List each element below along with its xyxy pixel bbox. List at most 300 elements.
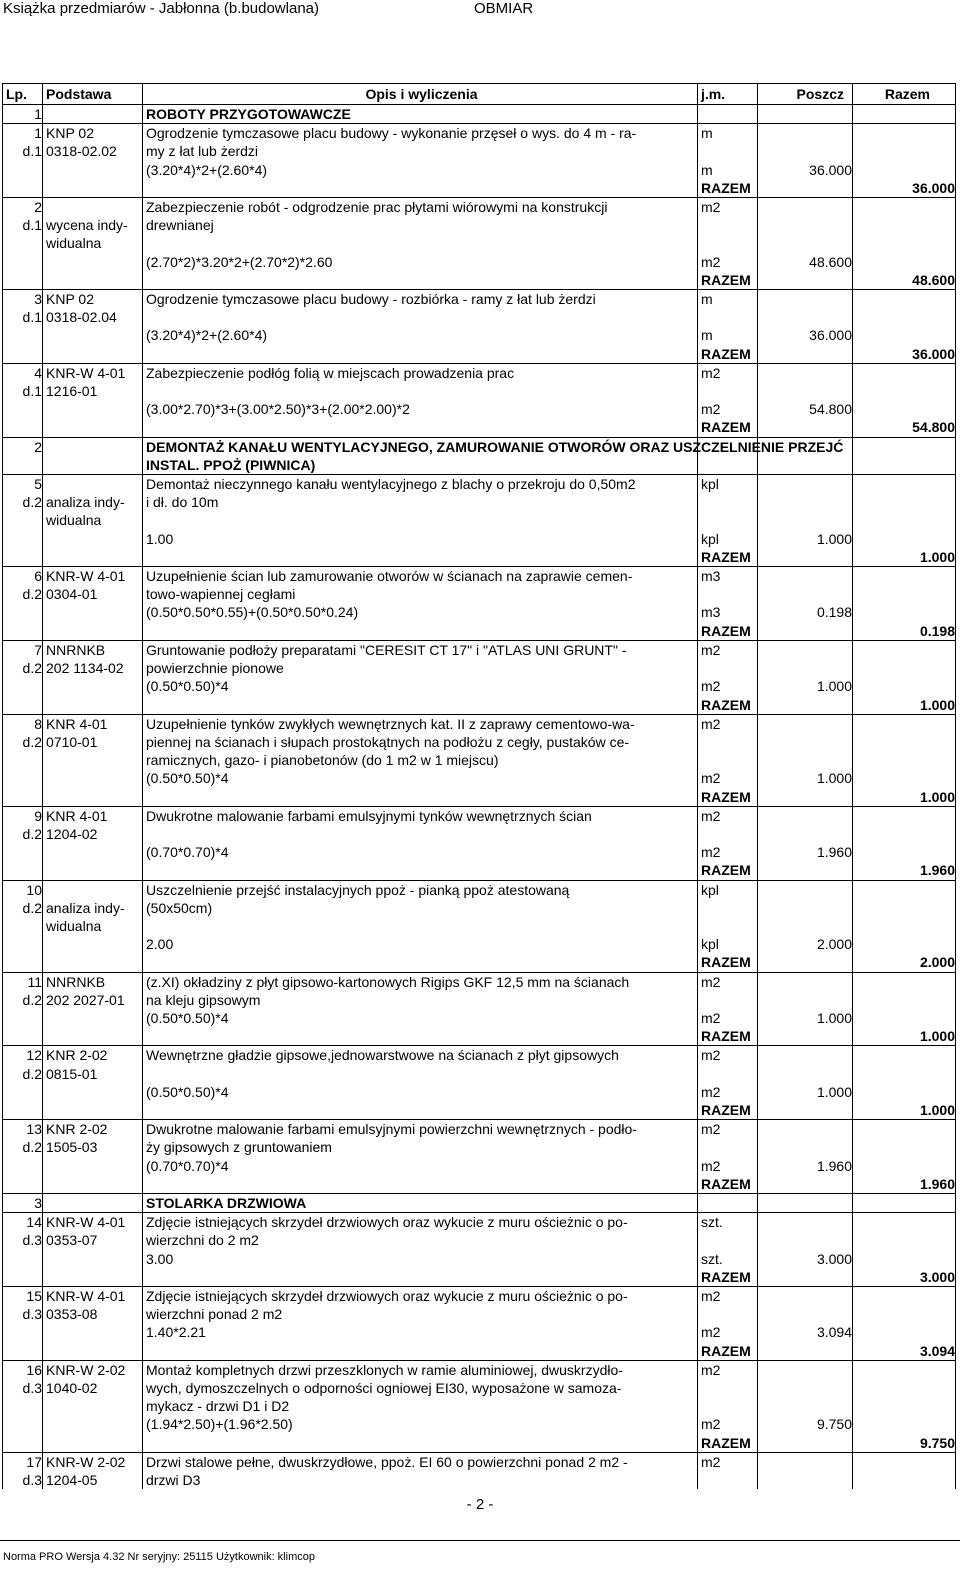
cell-opis: (1.94*2.50)+(1.96*2.50) — [143, 1415, 698, 1433]
cell-razem — [853, 1046, 956, 1065]
cell-razem — [853, 1415, 956, 1433]
table-row — [3, 640, 956, 659]
cell-jm: kpl — [698, 935, 758, 953]
cell-lp: 7 — [3, 640, 43, 659]
cell-poszcz — [758, 1434, 853, 1453]
cell-jm: RAZEM — [698, 1342, 758, 1361]
table-row — [3, 234, 956, 252]
cell-jm — [698, 1305, 758, 1323]
cell-jm: m2 — [698, 843, 758, 861]
cell-podstawa — [43, 1342, 143, 1361]
cell-podstawa: 1505-03 — [43, 1138, 143, 1156]
cell-podstawa — [43, 1397, 143, 1415]
cell-opis: i dł. do 10m — [143, 493, 698, 511]
table-row — [3, 1009, 956, 1027]
cell-podstawa — [43, 769, 143, 787]
cell-lp — [3, 1157, 43, 1175]
cell-opis — [143, 1268, 698, 1287]
cell-razem — [853, 1323, 956, 1341]
table-row — [3, 1138, 956, 1156]
cell-podstawa — [43, 1009, 143, 1027]
table-row — [3, 1305, 956, 1323]
cell-razem — [853, 475, 956, 494]
cell-lp: 16 — [3, 1360, 43, 1379]
cell-jm: RAZEM — [698, 1175, 758, 1194]
cell-razem: 36.000 — [853, 179, 956, 198]
cell-lp — [3, 935, 43, 953]
cell-poszcz — [758, 493, 853, 511]
cell-lp: 17 — [3, 1452, 43, 1471]
cell-poszcz — [758, 456, 853, 475]
cell-poszcz: 1.960 — [758, 843, 853, 861]
cell-opis — [143, 1175, 698, 1194]
cell-podstawa — [43, 861, 143, 880]
cell-jm: RAZEM — [698, 861, 758, 880]
cell-opis: (0.50*0.50)*4 — [143, 1083, 698, 1101]
cell-podstawa: 0353-07 — [43, 1231, 143, 1249]
cell-razem: 2.000 — [853, 953, 956, 972]
col-lp: Lp. — [3, 84, 43, 105]
document-type: OBMIAR — [474, 0, 534, 17]
cell-opis — [143, 548, 698, 567]
cell-opis — [143, 622, 698, 641]
cell-podstawa: KNR 4-01 — [43, 714, 143, 733]
table-row — [3, 972, 956, 991]
cell-jm — [698, 1065, 758, 1083]
table-row — [3, 1157, 956, 1175]
cell-razem — [853, 659, 956, 677]
table-row — [3, 475, 956, 494]
cell-poszcz — [758, 363, 853, 382]
table-row — [3, 1083, 956, 1101]
cell-lp — [3, 953, 43, 972]
table-row — [3, 861, 956, 880]
cell-lp: d.2 — [3, 825, 43, 843]
cell-lp — [3, 788, 43, 807]
cell-jm: kpl — [698, 880, 758, 899]
table-row — [3, 142, 956, 160]
cell-podstawa: 0815-01 — [43, 1065, 143, 1083]
cell-podstawa: KNR 2-02 — [43, 1046, 143, 1065]
cell-razem: 9.750 — [853, 1434, 956, 1453]
cell-opis: wierzchni do 2 m2 — [143, 1231, 698, 1249]
cell-razem — [853, 1009, 956, 1027]
cell-lp — [3, 696, 43, 715]
cell-poszcz: 3.000 — [758, 1250, 853, 1268]
cell-podstawa — [43, 1268, 143, 1287]
cell-poszcz — [758, 861, 853, 880]
cell-jm: kpl — [698, 530, 758, 548]
cell-lp — [3, 1009, 43, 1027]
cell-podstawa: KNP 02 — [43, 290, 143, 309]
cell-podstawa: 0353-08 — [43, 1305, 143, 1323]
table-row — [3, 1250, 956, 1268]
cell-opis: Montaż kompletnych drzwi przeszklonych w ramie aluminiowej, dwuskrzydło- — [143, 1360, 698, 1379]
cell-podstawa — [43, 1250, 143, 1268]
cell-razem — [853, 972, 956, 991]
col-podstawa: Podstawa — [43, 84, 143, 105]
cell-opis: (0.50*0.50)*4 — [143, 769, 698, 787]
cell-lp: 10 — [3, 880, 43, 899]
cell-podstawa — [43, 161, 143, 179]
cell-razem — [853, 1193, 956, 1212]
cell-podstawa: 0318-02.02 — [43, 142, 143, 160]
cell-lp — [3, 1101, 43, 1120]
cell-lp: d.2 — [3, 493, 43, 511]
cell-opis: (2.70*2)*3.20*2+(2.70*2)*2.60 — [143, 253, 698, 271]
cell-jm: kpl — [698, 475, 758, 494]
cell-poszcz — [758, 1305, 853, 1323]
cell-lp — [3, 1268, 43, 1287]
table-row — [3, 880, 956, 899]
cell-podstawa — [43, 935, 143, 953]
cell-opis: na kleju gipsowym — [143, 991, 698, 1009]
cell-podstawa — [43, 953, 143, 972]
cell-jm — [698, 825, 758, 843]
cell-razem — [853, 530, 956, 548]
cell-podstawa: KNR-W 2-02 — [43, 1360, 143, 1379]
table-row — [3, 991, 956, 1009]
cell-lp — [3, 400, 43, 418]
cell-jm — [698, 585, 758, 603]
cell-poszcz: 36.000 — [758, 161, 853, 179]
table-row — [3, 326, 956, 344]
cell-opis: Zabezpieczenie robót - odgrodzenie prac płytami wiórowymi na konstrukcji — [143, 198, 698, 217]
cell-podstawa — [43, 788, 143, 807]
cell-poszcz: 9.750 — [758, 1415, 853, 1433]
cell-opis: (50x50cm) — [143, 899, 698, 917]
cell-opis: powierzchnie pionowe — [143, 659, 698, 677]
cell-lp: d.2 — [3, 991, 43, 1009]
cell-razem: 1.960 — [853, 861, 956, 880]
cell-opis: (0.50*0.50)*4 — [143, 1009, 698, 1027]
cell-razem — [853, 124, 956, 143]
cell-razem — [853, 899, 956, 917]
table-row — [3, 1193, 956, 1212]
cell-poszcz — [758, 991, 853, 1009]
cell-jm — [698, 105, 758, 124]
cell-jm — [698, 917, 758, 935]
cell-opis — [143, 917, 698, 935]
cell-opis: mykacz - drzwi D1 i D2 — [143, 1397, 698, 1415]
cell-poszcz — [758, 953, 853, 972]
cell-jm: RAZEM — [698, 1101, 758, 1120]
cell-jm: m2 — [698, 1323, 758, 1341]
cell-opis — [143, 788, 698, 807]
bill-of-quantities-table — [2, 83, 956, 1489]
cell-podstawa — [43, 880, 143, 899]
cell-opis: (3.20*4)*2+(2.60*4) — [143, 161, 698, 179]
cell-poszcz: 1.000 — [758, 1009, 853, 1027]
table-row — [3, 696, 956, 715]
cell-podstawa — [43, 345, 143, 364]
cell-lp — [3, 917, 43, 935]
cell-lp — [3, 548, 43, 567]
cell-razem — [853, 216, 956, 234]
cell-jm: m2 — [698, 1083, 758, 1101]
cell-poszcz — [758, 124, 853, 143]
cell-poszcz — [758, 345, 853, 364]
cell-jm — [698, 1397, 758, 1415]
cell-poszcz — [758, 733, 853, 751]
table-row — [3, 290, 956, 309]
cell-jm: m2 — [698, 198, 758, 217]
cell-lp: d.1 — [3, 142, 43, 160]
cell-razem: 36.000 — [853, 345, 956, 364]
cell-jm: m — [698, 124, 758, 143]
cell-opis — [143, 179, 698, 198]
cell-poszcz — [758, 1287, 853, 1306]
cell-opis: Gruntowanie podłoży preparatami "CERESIT CT 17" i "ATLAS UNI GRUNT" - — [143, 640, 698, 659]
cell-opis — [143, 1342, 698, 1361]
table-row — [3, 733, 956, 751]
cell-lp: d.1 — [3, 382, 43, 400]
cell-jm — [698, 733, 758, 751]
cell-poszcz — [758, 1065, 853, 1083]
cell-opis: (3.00*2.70)*3+(3.00*2.50)*3+(2.00*2.00)*2 — [143, 400, 698, 418]
cell-poszcz — [758, 1046, 853, 1065]
table-row — [3, 843, 956, 861]
cell-poszcz: 3.094 — [758, 1323, 853, 1341]
cell-podstawa: KNR-W 2-02 — [43, 1452, 143, 1471]
cell-podstawa: analiza indy- — [43, 899, 143, 917]
table-row — [3, 345, 956, 364]
cell-opis: STOLARKA DRZWIOWA — [143, 1193, 698, 1212]
cell-razem — [853, 585, 956, 603]
cell-opis: piennej na ścianach i słupach prostokątnych na podłożu z cegły, pustaków ce- — [143, 733, 698, 751]
cell-opis: Ogrodzenie tymczasowe placu budowy - rozbiórka - ramy z łat lub żerdzi — [143, 290, 698, 309]
cell-jm — [698, 456, 758, 475]
cell-razem — [853, 806, 956, 825]
cell-razem — [853, 326, 956, 344]
cell-poszcz — [758, 1471, 853, 1489]
cell-razem — [853, 733, 956, 751]
cell-razem — [853, 161, 956, 179]
table-row — [3, 1046, 956, 1065]
cell-razem — [853, 456, 956, 475]
cell-opis: Drzwi stalowe pełne, dwuskrzydłowe, ppoż. EI 60 o powierzchni ponad 2 m2 - — [143, 1452, 698, 1471]
cell-lp: 8 — [3, 714, 43, 733]
cell-opis: Uszczelnienie przejść instalacyjnych ppoż - pianką ppoż atestowaną — [143, 880, 698, 899]
cell-opis: 1.40*2.21 — [143, 1323, 698, 1341]
cell-opis: 1.00 — [143, 530, 698, 548]
table-row — [3, 161, 956, 179]
cell-opis — [143, 271, 698, 290]
cell-jm: RAZEM — [698, 179, 758, 198]
cell-podstawa — [43, 1027, 143, 1046]
cell-razem — [853, 825, 956, 843]
cell-lp — [3, 530, 43, 548]
cell-lp — [3, 345, 43, 364]
cell-opis — [143, 345, 698, 364]
cell-opis: Zabezpieczenie podłóg folią w miejscach prowadzenia prac — [143, 363, 698, 382]
col-opis: Opis i wyliczenia — [143, 84, 698, 105]
col-poszcz: Poszcz — [758, 84, 853, 105]
cell-poszcz — [758, 105, 853, 124]
table-row — [3, 363, 956, 382]
cell-opis: drzwi D3 — [143, 1471, 698, 1489]
table-body — [3, 105, 956, 1490]
cell-lp — [3, 456, 43, 475]
cell-poszcz: 54.800 — [758, 400, 853, 418]
cell-podstawa — [43, 418, 143, 437]
cell-jm: m2 — [698, 714, 758, 733]
cell-poszcz — [758, 899, 853, 917]
cell-lp: 9 — [3, 806, 43, 825]
cell-podstawa: widualna — [43, 917, 143, 935]
cell-poszcz — [758, 972, 853, 991]
cell-podstawa — [43, 400, 143, 418]
cell-podstawa — [43, 326, 143, 344]
table-row — [3, 1471, 956, 1489]
table-row — [3, 1434, 956, 1453]
cell-podstawa — [43, 1193, 143, 1212]
cell-poszcz — [758, 271, 853, 290]
cell-opis: 3.00 — [143, 1250, 698, 1268]
table-row — [3, 1268, 956, 1287]
cell-poszcz — [758, 1379, 853, 1397]
table-row — [3, 953, 956, 972]
table-row — [3, 622, 956, 641]
cell-razem — [853, 363, 956, 382]
cell-jm — [698, 991, 758, 1009]
cell-razem — [853, 1213, 956, 1232]
cell-lp: d.2 — [3, 585, 43, 603]
cell-jm — [698, 511, 758, 529]
cell-poszcz: 1.000 — [758, 1083, 853, 1101]
cell-jm: m2 — [698, 1120, 758, 1139]
cell-podstawa: 1204-02 — [43, 825, 143, 843]
cell-lp: 11 — [3, 972, 43, 991]
cell-podstawa — [43, 1434, 143, 1453]
cell-jm: m2 — [698, 1287, 758, 1306]
cell-jm: m2 — [698, 400, 758, 418]
cell-poszcz: 36.000 — [758, 326, 853, 344]
cell-podstawa — [43, 253, 143, 271]
cell-poszcz — [758, 418, 853, 437]
cell-razem — [853, 1250, 956, 1268]
cell-lp — [3, 751, 43, 769]
cell-opis: (3.20*4)*2+(2.60*4) — [143, 326, 698, 344]
cell-lp: 4 — [3, 363, 43, 382]
cell-razem — [853, 1065, 956, 1083]
cell-jm: m2 — [698, 972, 758, 991]
table-row — [3, 493, 956, 511]
cell-podstawa: 202 1134-02 — [43, 659, 143, 677]
cell-podstawa: wycena indy- — [43, 216, 143, 234]
cell-lp: d.2 — [3, 1138, 43, 1156]
cell-lp — [3, 253, 43, 271]
cell-lp — [3, 1323, 43, 1341]
cell-jm: m2 — [698, 1009, 758, 1027]
cell-poszcz — [758, 696, 853, 715]
cell-poszcz: 1.000 — [758, 677, 853, 695]
cell-poszcz — [758, 1231, 853, 1249]
cell-opis: (0.70*0.70)*4 — [143, 843, 698, 861]
cell-razem — [853, 1305, 956, 1323]
cell-lp — [3, 603, 43, 621]
cell-podstawa — [43, 530, 143, 548]
cell-opis: ży gipsowych z gruntowaniem — [143, 1138, 698, 1156]
table-row — [3, 1379, 956, 1397]
cell-opis: my z łat lub żerdzi — [143, 142, 698, 160]
cell-jm — [698, 1471, 758, 1489]
cell-poszcz — [758, 1120, 853, 1139]
table-row — [3, 179, 956, 198]
cell-jm — [698, 899, 758, 917]
cell-jm — [698, 1379, 758, 1397]
cell-razem — [853, 1287, 956, 1306]
cell-opis: towo-wapiennej cegłami — [143, 585, 698, 603]
cell-podstawa — [43, 271, 143, 290]
col-jm: j.m. — [698, 84, 758, 105]
cell-opis: DEMONTAŻ KANAŁU WENTYLACYJNEGO, ZAMUROWANIE OTWORÓW ORAZ USZCZELNIENIE PRZEJĆ — [143, 437, 698, 456]
cell-podstawa: NNRNKB — [43, 640, 143, 659]
cell-razem — [853, 234, 956, 252]
cell-jm: m3 — [698, 603, 758, 621]
cell-jm: RAZEM — [698, 696, 758, 715]
cell-jm: m2 — [698, 1046, 758, 1065]
cell-jm: RAZEM — [698, 788, 758, 807]
table-row — [3, 1342, 956, 1361]
cell-podstawa: 1204-05 — [43, 1471, 143, 1489]
cell-lp: 15 — [3, 1287, 43, 1306]
table-row — [3, 456, 956, 475]
cell-podstawa — [43, 437, 143, 456]
cell-jm — [698, 216, 758, 234]
cell-podstawa — [43, 456, 143, 475]
cell-lp: d.2 — [3, 733, 43, 751]
cell-razem: 0.198 — [853, 622, 956, 641]
cell-razem — [853, 991, 956, 1009]
cell-poszcz — [758, 1138, 853, 1156]
cell-lp: 3 — [3, 1193, 43, 1212]
cell-razem: 1.000 — [853, 788, 956, 807]
cell-opis: Dwukrotne malowanie farbami emulsyjnymi powierzchni wewnętrznych - podło- — [143, 1120, 698, 1139]
cell-razem — [853, 640, 956, 659]
cell-opis: 2.00 — [143, 935, 698, 953]
cell-razem — [853, 1471, 956, 1489]
cell-lp — [3, 622, 43, 641]
cell-podstawa: KNR-W 4-01 — [43, 1213, 143, 1232]
cell-podstawa — [43, 1101, 143, 1120]
table-row — [3, 382, 956, 400]
cell-opis — [143, 418, 698, 437]
table-row — [3, 548, 956, 567]
cell-jm: RAZEM — [698, 1027, 758, 1046]
cell-opis: Dwukrotne malowanie farbami emulsyjnymi tynków wewnętrznych ścian — [143, 806, 698, 825]
cell-podstawa — [43, 677, 143, 695]
cell-lp — [3, 1175, 43, 1194]
cell-poszcz — [758, 1101, 853, 1120]
cell-poszcz — [758, 142, 853, 160]
cell-poszcz: 0.198 — [758, 603, 853, 621]
cell-podstawa: NNRNKB — [43, 972, 143, 991]
table-row — [3, 105, 956, 124]
cell-poszcz — [758, 1213, 853, 1232]
cell-jm: m2 — [698, 1360, 758, 1379]
cell-jm — [698, 142, 758, 160]
cell-jm: RAZEM — [698, 548, 758, 567]
cell-podstawa: KNR 4-01 — [43, 806, 143, 825]
cell-lp: d.3 — [3, 1231, 43, 1249]
cell-lp: d.2 — [3, 659, 43, 677]
cell-opis: (0.70*0.70)*4 — [143, 1157, 698, 1175]
cell-poszcz — [758, 1193, 853, 1212]
cell-lp: d.1 — [3, 308, 43, 326]
cell-razem — [853, 603, 956, 621]
cell-opis — [143, 1065, 698, 1083]
